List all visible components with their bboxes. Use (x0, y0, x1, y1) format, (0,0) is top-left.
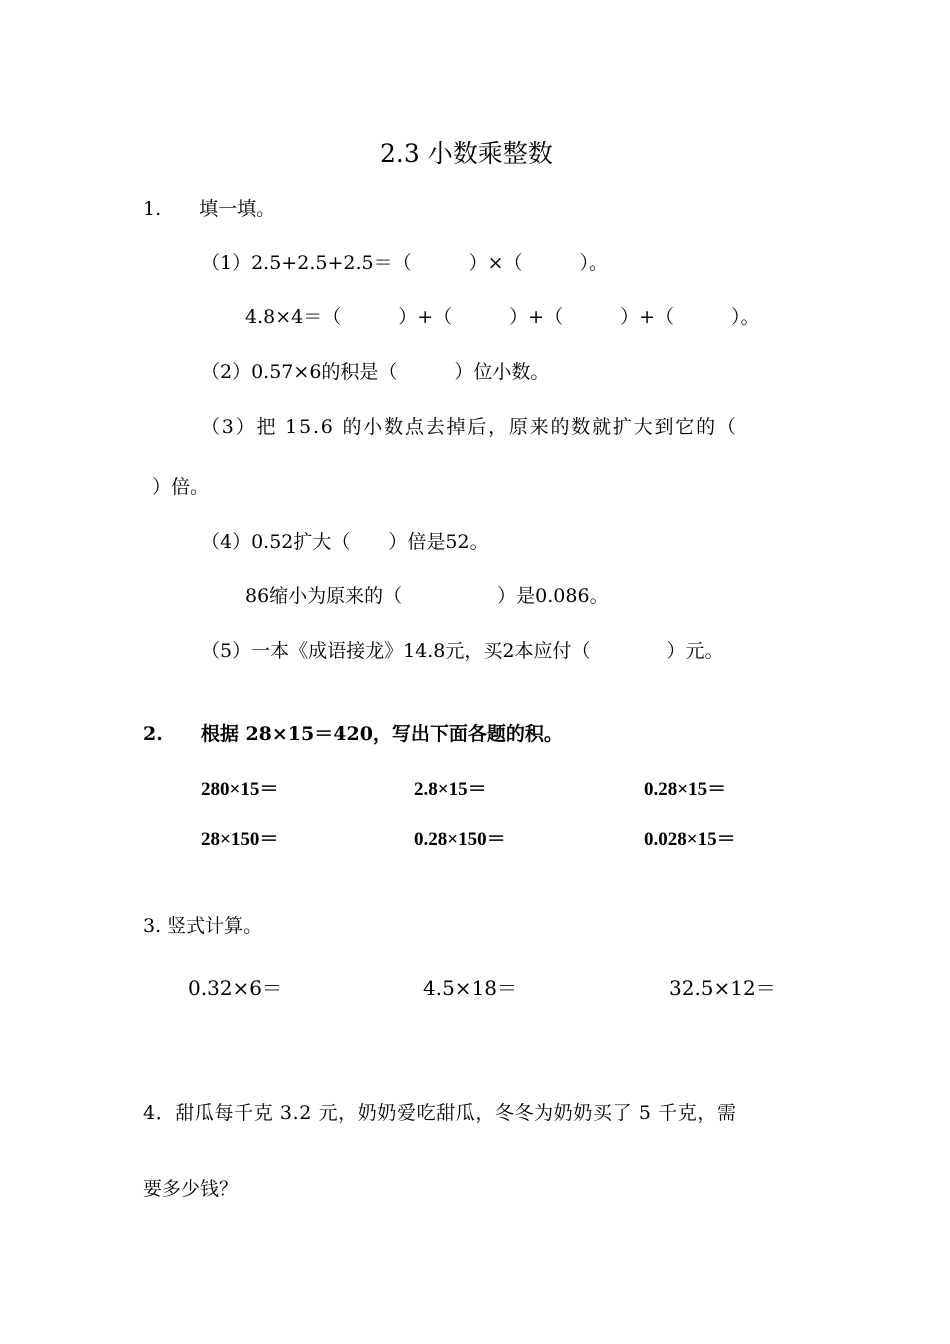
q4-line2: 要多少钱？ (143, 1178, 239, 1200)
q1-part4-line2: 86缩小为原来的（ ）是0.086。 (245, 585, 609, 607)
q2-item: 2.8×15＝ (414, 779, 487, 800)
q2-item: 280×15＝ (201, 779, 279, 800)
q2-item: 28×150＝ (201, 829, 279, 850)
q1-part3-line2: ）倍。 (152, 476, 210, 498)
q2-item: 0.028×15＝ (644, 829, 736, 850)
q2-heading: 2. 根据 28×15＝420，写出下面各题的积。 (143, 723, 563, 745)
q1-part3-line1: （3）把 15.6 的小数点去掉后，原来的数就扩大到它的（ (201, 416, 738, 438)
q3-heading: 3. 竖式计算。 (143, 915, 263, 937)
q1-part1-line2: 4.8×4＝（ ）+（ ）+（ ）+（ ）。 (245, 306, 760, 328)
q1-heading: 1. 填一填。 (143, 198, 276, 220)
q1-part2: （2）0.57×6的积是（ ）位小数。 (201, 361, 550, 383)
q1-part5: （5）一本《成语接龙》14.8元，买2本应付（ ）元。 (201, 640, 724, 662)
q3-item: 32.5×12＝ (669, 976, 776, 1000)
q1-part4-line1: （4）0.52扩大（ ）倍是52。 (201, 531, 489, 553)
page-title: 2.3 小数乘整数 (380, 139, 553, 168)
q3-item: 0.32×6＝ (188, 976, 283, 1000)
q1-part1-line1: （1）2.5+2.5+2.5＝（ ）×（ ）。 (201, 252, 608, 274)
q2-item: 0.28×150＝ (414, 829, 506, 850)
q4-line1: 4．甜瓜每千克 3.2 元，奶奶爱吃甜瓜，冬冬为奶奶买了 5 千克，需 (143, 1102, 737, 1124)
q2-item: 0.28×15＝ (644, 779, 727, 800)
q3-item: 4.5×18＝ (423, 976, 518, 1000)
